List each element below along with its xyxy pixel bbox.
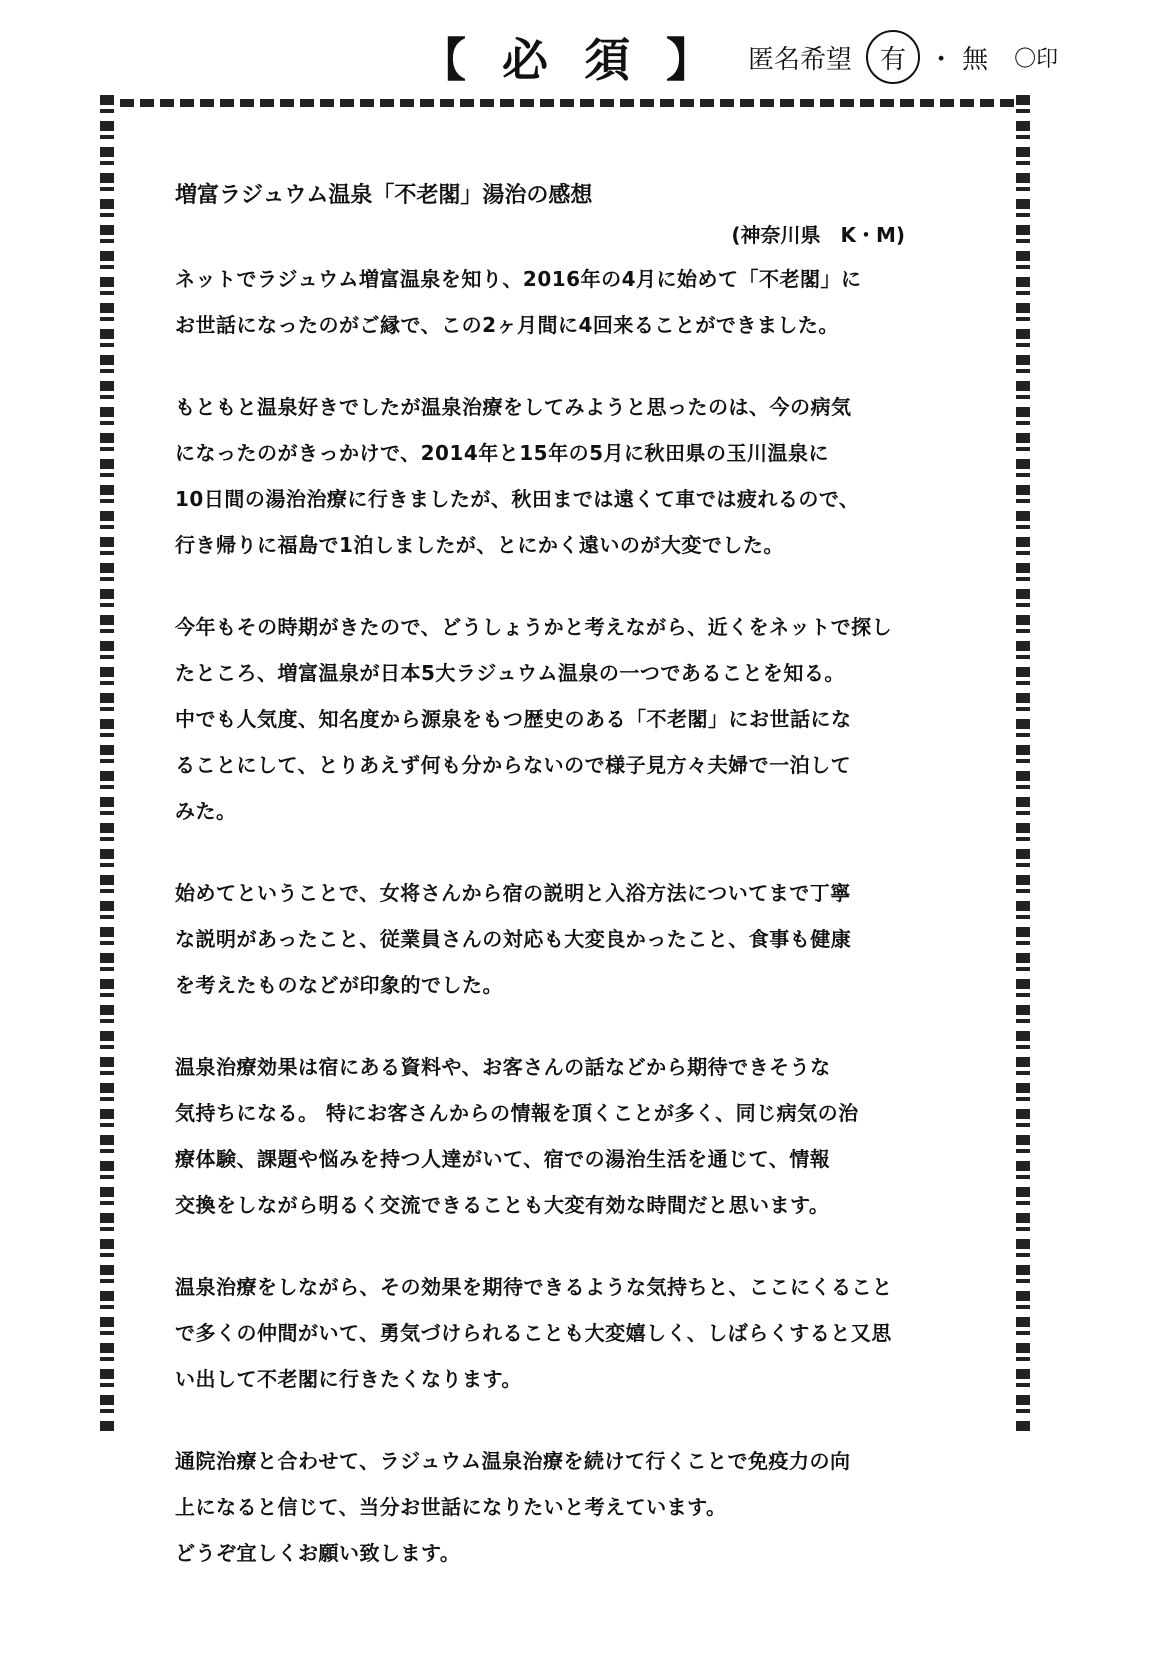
paragraph [175, 269, 965, 361]
anonymous-request-label: 匿名希望 [748, 44, 853, 75]
text-line: 療体験、課題や悩みを持つ人達がいて、宿での湯治生活を通じて、情報 [175, 1147, 831, 1171]
text-line: 中でも人気度、知名度から源泉をもつ歴史のある「不老閣」にお世話にな [175, 707, 852, 731]
required-label: 【 必 須 】 [420, 33, 723, 87]
paragraph [175, 617, 965, 847]
text-line: 10日間の湯治治療に行きましたが、秋田までは遠くて車では疲れるので、 [175, 487, 860, 511]
text-line: みた。 [175, 799, 237, 823]
text-line: どうぞ宜しくお願い致します。 [175, 1541, 461, 1565]
text-line: 行き帰りに福島で1泊しましたが、とにかく遠いのが大変でした。 [175, 533, 784, 557]
text-line: 通院治療と合わせて、ラジュウム温泉治療を続けて行くことで免疫力の向 [175, 1449, 851, 1473]
letter-author: (神奈川県 K・M) [731, 223, 905, 247]
text-line: で多くの仲間がいて、勇気づけられることも大変嬉しく、しばらくすると又思 [175, 1321, 892, 1345]
option-separator: ・ [928, 44, 955, 75]
text-line: 温泉治療効果は宿にある資料や、お客さんの話などから期待できそうな [175, 1055, 831, 1079]
text-line: 上になると信じて、当分お世話になりたいと考えています。 [175, 1495, 727, 1519]
text-line: お世話になったのがご縁で、この2ヶ月間に4回来ることができました。 [175, 313, 839, 337]
text-line: 気持ちになる。 特にお客さんからの情報を頂くことが多く、同じ病気の治 [175, 1101, 859, 1125]
letter-body [175, 185, 965, 1625]
text-line: 温泉治療をしながら、その効果を期待できるような気持ちと、ここにくること [175, 1275, 893, 1299]
border-right-ornament [1016, 95, 1030, 1435]
border-top-ornament [120, 99, 1020, 107]
letter-title: 増富ラジュウム温泉「不老閣」湯治の感想 [175, 183, 593, 208]
text-line: もともと温泉好きでしたが温泉治療をしてみようと思ったのは、今の病気 [175, 395, 852, 419]
header [420, 22, 1060, 92]
text-line: ることにして、とりあえず何も分からないので様子見方々夫婦で一泊して [175, 753, 852, 777]
text-line: 今年もその時期がきたので、どうしょうかと考えながら、近くをネットで探し [175, 615, 893, 639]
text-line: たところ、増富温泉が日本5大ラジュウム温泉の一つであることを知る。 [175, 661, 845, 685]
text-line: い出して不老閣に行きたくなります。 [175, 1367, 522, 1391]
text-line: ネットでラジュウム増富温泉を知り、2016年の4月に始めて「不老閣」に [175, 267, 862, 291]
anonymous-option-no: 無 [962, 44, 989, 75]
paragraph [175, 1451, 965, 1589]
paragraph [175, 1057, 965, 1241]
paragraph [175, 1277, 965, 1415]
anonymous-option-yes-circled: 有 [866, 30, 920, 84]
text-line: になったのがきっかけで、2014年と15年の5月に秋田県の玉川温泉に [175, 441, 830, 465]
text-line: を考えたものなどが印象的でした。 [175, 973, 503, 997]
border-left-ornament [100, 95, 114, 1435]
paragraph [175, 397, 965, 581]
text-line: 交換をしながら明るく交流できることも大変有効な時間だと思います。 [175, 1193, 830, 1217]
text-line: な説明があったこと、従業員さんの対応も大変良かったこと、食事も健康 [175, 927, 852, 951]
stamp-note: 〇印 [1014, 46, 1059, 72]
text-line: 始めてということで、女将さんから宿の説明と入浴方法についてまで丁寧 [175, 881, 851, 905]
paragraph [175, 883, 965, 1021]
